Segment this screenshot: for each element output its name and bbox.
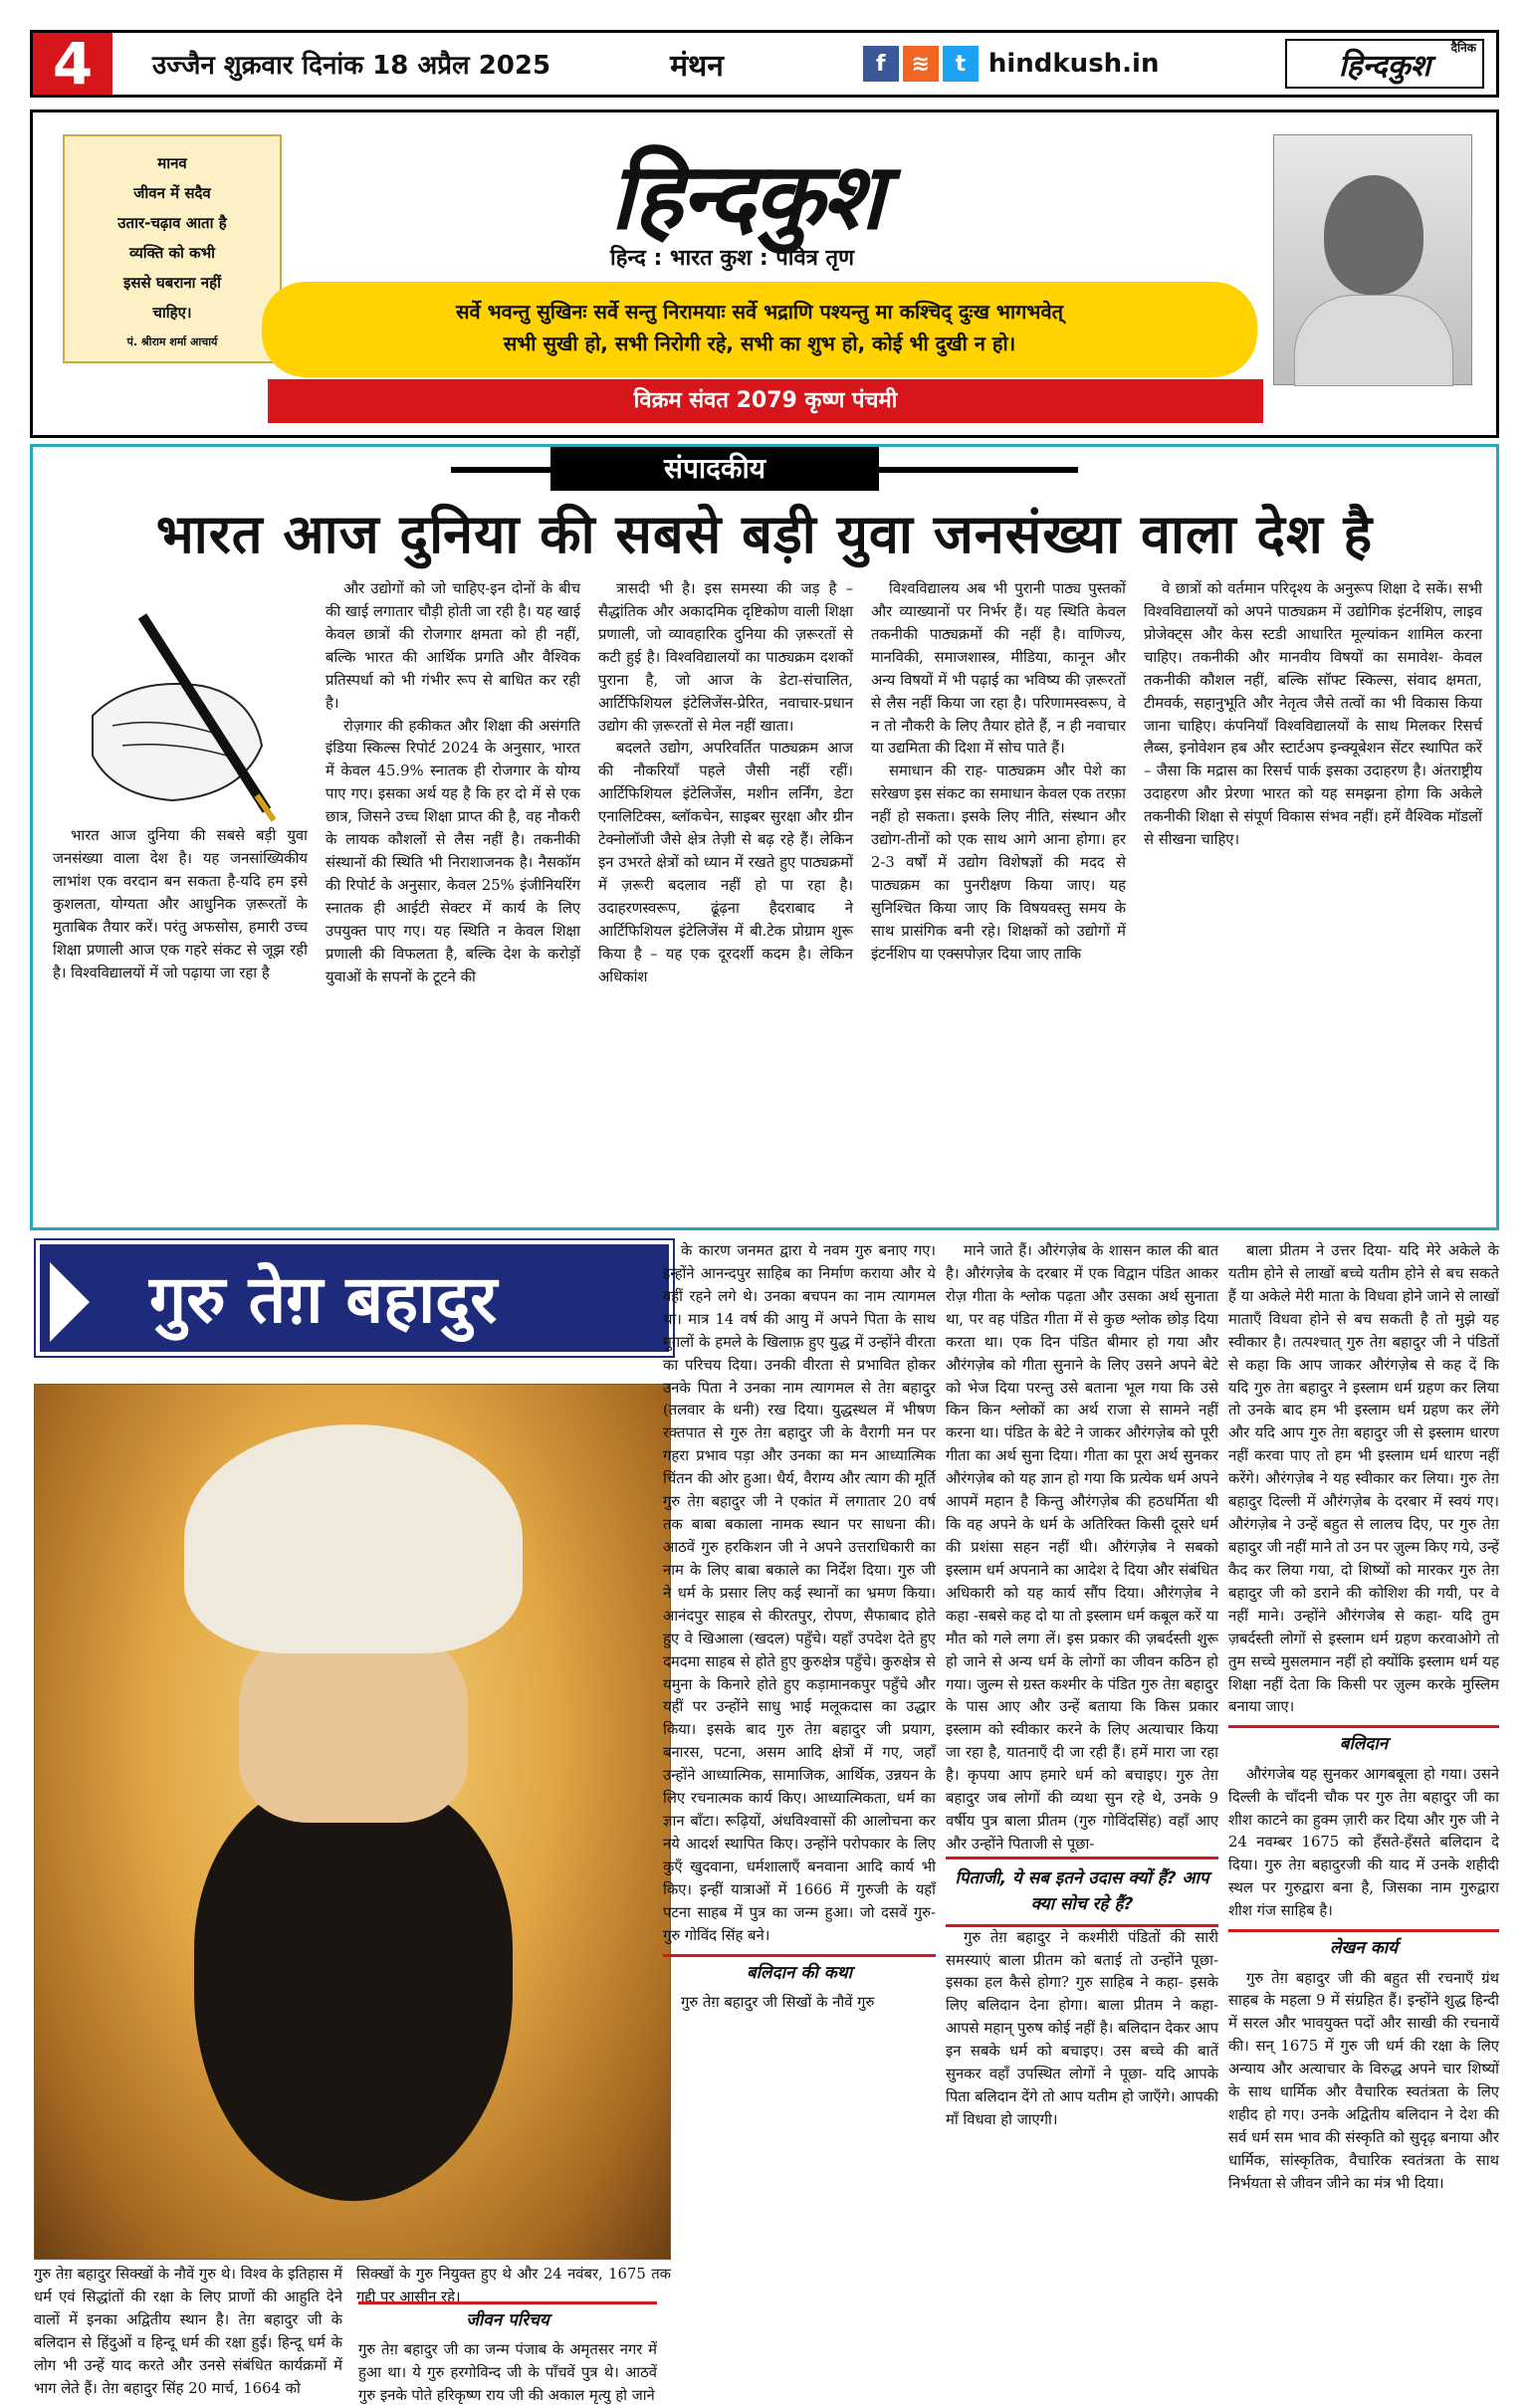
mantra-sanskrit: सर्वे भवन्तु सुखिनः सर्वे सन्तु निरामयाः सर्वे भद्राणि पश्यन्तु मा कश्चिद् दुःख भागभवेत् <box>455 300 1064 324</box>
mantra-hindi: सभी सुखी हो, सभी निरोगी रहे, सभी का शुभ हो, कोई भी दुखी न हो। <box>503 331 1016 355</box>
mini-logo-text: हिन्दकुश <box>1338 48 1431 84</box>
editorial-col-3 <box>598 578 853 1223</box>
paragraph: औरंगजेब यह सुनकर आगबबूला हो गया। उसने दिल्ली के चाँदनी चौक पर गुरु तेग़ बहादुर जी का शीश काटने का हुक्म ज़ारी कर दिया और गुरु जी ने 24 नवम्बर 1675 को हँसते-हँसते बलिदान दे दिया। गुरु तेग़ बहादुरजी की याद में उनके शहीदी स्थल पर गुरुद्वारा बना है, जिसका नाम गुरुद्वारा शीश गंज साहिब है। <box>1228 1765 1499 1920</box>
twitter-icon[interactable]: t <box>943 46 979 82</box>
feature-banner <box>36 1240 673 1356</box>
portrait-turban <box>184 1424 523 1653</box>
newspaper-logo: हिन्दकुश <box>610 143 883 250</box>
pull-quote: पिताजी, ये सब इतने उदास क्यों हैं? आप क्या सोच रहे हैं? <box>955 1867 1209 1915</box>
paragraph: समाधान की राह- पाठ्यक्रम और पेशे का सरेखण इस संकट का समाधान केवल एक तरफ़ा नहीं हो सकता। इसके लिए नीति, संस्थान और उद्योग-तीनों को एक साथ आगे आना होगा। हर 2-3 वर्षों में उद्योग विशेषज्ञों की मदद से पाठ्यक्रम का पुनरीक्षण किया जाए। यह सुनिश्चित किया जाए कि विषयवस्तु समय के साथ प्रासंगिक बनी रहे। शिक्षकों को उद्योगों में इंटर्नशिप या एक्सपोज़र दिया जाए ताकि <box>871 763 1126 963</box>
guru-feature <box>30 1234 1499 2405</box>
founder-portrait <box>1273 134 1472 385</box>
paragraph: त्रासदी भी है। इस समस्या की जड़ है – सैद्धांतिक और अकादमिक दृष्टिकोण वाली शिक्षा प्रणाली, जो व्यावहारिक दुनिया की ज़रूरतों से कटी हुई है। विश्वविद्यालयों का पाठ्यक्रम दशकों पुराना है, जो आज के डेटा-संचालित, आर्टिफिशियल इंटेलिजेंस-प्रेरित, नवाचार-प्रधान उद्योग की ज़रूरतों से मेल नहीं खाता। <box>598 580 853 735</box>
paragraph: गुरु तेग़ बहादुर जी सिखों के नौवें गुरु <box>681 1993 875 2011</box>
mini-logo <box>1285 39 1484 89</box>
portrait-head <box>1324 175 1423 295</box>
portrait-face <box>239 1624 468 1823</box>
paragraph: गुरु तेग़ बहादुर सिक्खों के नौवें गुरु थे। विश्व के इतिहास में धर्म एवं सिद्धांतों की रक्षा के लिए प्राणों की आहुति देने वालों में इनका अद्वितीय स्थान है। तेग़ बहादुर जी के बलिदान से हिंदुओं व हिन्दू धर्म की रक्षा हुई। हिन्दू धर्म के लोग भी उन्हें याद करते और उनसे संबंधित कार्यक्रमों में भाग लेते हैं। तेग़ बहादुर सिंह 20 मार्च, 1664 को <box>34 2266 342 2397</box>
paragraph: भारत आज दुनिया की सबसे बड़ी युवा जनसंख्या वाला देश है। यह जनसांख्यिकीय लाभांश एक वरदान बन सकता है-यदि हम इसे कुशलता, योग्यता और आधुनिक ज़रूरतों के मुताबिक तैयार करें। परंतु अफसोस, हमारी उच्च शिक्षा प्रणाली आज एक गहरे संकट से जूझ रही है। विश्वविद्यालयों में जो पढ़ाया जा रहा है <box>53 827 308 982</box>
paragraph: माने जाते हैं। औरंगज़ेब के शासन काल की बात है। औरंगज़ेब के दरबार में एक विद्वान पंडित आकर रोज़ गीता के श्लोक पढ़ता और उसका अर्थ सुनाता था, पर वह पंडित गीता में से कुछ श्लोक छोड़ दिया करता था। एक दिन पंडित बीमार हो गया और औरंगज़ेब को गीता सुनाने के लिए उसने अपने बेटे को भेज दिया परन्तु उसे बताना भूल गया कि उसे किन किन श्लोकों का अर्थ राजा से सामने नहीं करना था। पंडित के बेटे ने जाकर औरंगज़ेब को पूरी गीता का अर्थ सुना दिया। गीता का पूरा अर्थ सुनकर औरंगज़ेब को यह ज्ञान हो गया कि प्रत्येक धर्म अपने आपमें महान है किन्तु औरंगज़ेब की हठधर्मिता थी कि वह अपने के धर्म के अतिरिक्त किसी दूसरे धर्म की प्रशंसा सहन नहीं थी। औरंगज़ेब ने सबको इस्लाम धर्म अपनाने का आदेश दे दिया और संबंधित अधिकारी को यह कार्य सौंप दिया। औरंगज़ेब ने कहा -सबसे कह दो या तो इस्लाम धर्म कबूल करें या मौत को गले लगा लें। इस प्रकार की ज़बर्दस्ती शुरू हो जाने से अन्य धर्म के लोगों का जीवन कठिन हो गया। जुल्म से ग्रस्त कश्मीर के पंडित गुरु तेग़ बहादुर के पास आए और उन्हें बताया कि किस प्रकार इस्लाम को स्वीकार करने के लिए अत्याचार किया जा रहा है, यातनाएँ दी जा रही हैं। हमें मारा जा रहा है। कृपया आप हमारे धर्म को बचाइए। गुरु तेग़ बहादुर जब लोगों की व्यथा सुन रहे थे, उनके 9 वर्षीय पुत्र बाला प्रीतम (गुरु गोविंदसिंह) वहाँ आए और उन्होंने पिताजी से पूछा- <box>946 1242 1218 1853</box>
quote-box <box>63 134 282 363</box>
quote-line: उतार-चढ़ाव आता है <box>117 214 227 232</box>
paragraph: गुरु तेग़ बहादुर जी का जन्म पंजाब के अमृतसर नगर में हुआ था। ये गुरु हरगोविन्द जी के पाँचवें पुत्र थे। आठवें गुरु इनके पोते हरिकृष्ण राय जी की अकाल मृत्यु हो जाने <box>358 2341 657 2405</box>
section-name: मंथन <box>670 48 724 84</box>
social-links <box>863 46 979 82</box>
quote-line: मानव <box>157 154 187 172</box>
rss-icon[interactable]: ≋ <box>903 46 939 82</box>
paragraph: वे छात्रों को वर्तमान परिदृश्य के अनुरूप शिक्षा दे सकें। सभी विश्वविद्यालयों को अपने पाठ्यक्रम में उद्योगिक इंटर्नशिप, लाइव प्रोजेक्ट्स और केस स्टडी आधारित मूल्यांकन शामिल करना चाहिए। तकनीकी और मानवीय विषयों का समावेश- केवल तकनीकी कौशल नहीं, बल्कि सॉफ्ट स्किल्स, संवाद क्षमता, टीमवर्क, सहानुभूति और नेतृत्व जैसे तत्वों का भी विकास किया जाना चाहिए। कंपनियाँ विश्वविद्यालयों के साथ मिलकर रिसर्च लैब्स, इनोवेशन हब और स्टार्टअप इन्क्यूबेशन सेंटर स्थापित करें – जैसा कि मद्रास का रिसर्च पार्क इसका उदाहरण है। अंतराष्ट्रीय उदाहरण और प्रेरणा भारत को यह समझना होगा कि अकेले तकनीकी शिक्षा से संपूर्ण विकास संभव नहीं। हमें वैश्विक मॉडलों से सीखना चाहिए। <box>1144 580 1482 849</box>
quote-line: चाहिए। <box>152 304 192 322</box>
editorial-col-1 <box>53 825 308 1223</box>
feature-intro <box>34 2264 342 2397</box>
paragraph: विश्वविद्यालय अब भी पुरानी पाठ्य पुस्तकों और व्याख्यानों पर निर्भर हैं। यह स्थिति केवल तकनीकी पाठ्यक्रमों की नहीं है। वाणिज्य, मानविकी, समाजशास्त्र, मीडिया, कानून और अन्य विषयों में भी पढ़ाई का भविष्य की ज़रूरतों से लैस नहीं किया जा रहा है। परिणामस्वरूप, वे न तो नौकरी के लिए तैयार होते हैं, न ही नवाचार या उद्यमिता की दिशा में सोच पाते हैं। <box>871 580 1126 758</box>
guru-portrait-image <box>34 1384 671 2260</box>
portrait-body <box>1294 295 1453 386</box>
feature-title: गुरु तेग़ बहादुर <box>149 1261 498 1338</box>
feature-col-2 <box>946 1240 1218 2335</box>
site-url[interactable]: hindkush.in <box>987 49 1160 79</box>
facebook-icon[interactable]: f <box>863 46 899 82</box>
paragraph: बाला प्रीतम ने उत्तर दिया- यदि मेरे अकेले के यतीम होने से लाखों बच्चे यतीम होने से बच सकते हैं या अकेले मेरी माता के विधवा होने जाने से लाखों माताएँ विधवा होने से बच सकती है तो मुझे यह स्वीकार है। तत्पश्चात् गुरु तेग़ बहादुर जी ने पंडितों से कहा कि आप जाकर औरंगज़ेब से कह दें कि यदि गुरु तेग़ बहादुर ने इस्लाम धर्म ग्रहण कर लिया तो उनके बाद हम भी इस्लाम धर्म ग्रहण कर लेंगे और यदि आप गुरु तेग़ बहादुर जी से इस्लाम धारण नहीं करवा पाए तो हम भी इस्लाम धर्म धारण नहीं करेंगे। औरंगज़ेब ने यह स्वीकार कर लिया। गुरु तेग़ बहादुर दिल्ली में औरंगज़ेब के दरबार में स्वयं गए। औरंगज़ेब ने उन्हें बहुत से लालच दिए, पर गुरु तेग़ बहादुर जी नहीं माने तो उन पर ज़ुल्म किए गये, उन्हें कैद कर लिया गया, दो शिष्यों को मारकर गुरु तेग़ बहादुर जी को डराने की कोशिश की गयी, पर वे नहीं माने। उन्होंने औरंगजेब से कहा- यदि तुम ज़बर्दस्ती लोगों से इस्लाम धर्म ग्रहण करवाओगे तो तुम सच्चे मुसलमान नहीं हो क्योंकि इस्लाम धर्म यह शिक्षा नहीं देता कि किसी पर ज़ुल्म करके मुस्लिम बनाया जाए। <box>1228 1242 1499 1716</box>
mini-logo-tag: दैनिक <box>1450 41 1476 55</box>
paragraph: और उद्योगों को जो चाहिए-इन दोनों के बीच की खाई लगातार चौड़ी होती जा रही है। यह खाई केवल छात्रों की रोजगार क्षमता को ही नहीं, बल्कि भारत की आर्थिक प्रगति और वैश्विक प्रतिस्पर्धा को भी गंभीर रूप से बाधित कर रही है। <box>326 580 580 712</box>
editorial-col-2 <box>326 578 580 1223</box>
subhead-lekhan: लेखन कार्य <box>1228 1929 1499 1961</box>
samvat-bar: विक्रम संवत 2079 कृष्ण पंचमी <box>268 379 1263 423</box>
paragraph: रोज़गार की हकीकत और शिक्षा की असंगति इंडिया स्किल्स रिपोर्ट 2024 के अनुसार, भारत में केवल 45.9% स्नातक ही रोजगार के योग्य पाए गए। इसका अर्थ यह है कि हर दो में से एक छात्र, जिसने उच्च शिक्षा प्राप्त की है, वह नौकरी के लायक कौशलों से लैस नहीं है। तकनीकी संस्थानों की स्थिति भी निराशाजनक है। नैसकॉम की रिपोर्ट के अनुसार, केवल 25% इंजीनियरिंग स्नातक ही आईटी सेक्टर में कार्य के लिए उपयुक्त पाए गए। यह स्थिति न केवल शिक्षा प्रणाली की विफलता है, बल्कि देश के करोड़ों युवाओं के सपनों के टूटने की <box>326 717 580 985</box>
subhead-balidan-katha: बलिदान की कथा <box>663 1954 936 1986</box>
editorial-section <box>30 444 1499 1230</box>
editorial-label-wrap <box>33 447 1496 491</box>
editorial-label: संपादकीय <box>550 447 879 491</box>
subhead-jeevan: जीवन परिचय <box>358 2301 657 2333</box>
paragraph: गुरु तेग़ बहादुर जी की बहुत सी रचनाएँ ग्रंथ साहब के महला 9 में संग्रहित हैं। इन्होंने शुद्ध हिन्दी में सरल और भावयुक्त पदों और साखी की रचनायें की। सन् 1675 में गुरु जी धर्म की रक्षा के लिए अन्याय और अत्याचार के विरुद्ध अपने चार शिष्यों के साथ धार्मिक और वैचारिक स्वतंत्रता के लिए शहीद हो गए। उनके अद्वितीय बलिदान ने देश की सर्व धर्म सम भाव की संस्कृति को सुदृढ़ बनाया और धार्मिक, सांस्कृतिक, वैचारिक स्वतंत्रता के साथ निर्भयता से जीवन जीने का मंत्र भी दिया। <box>1228 1969 1499 2192</box>
arrow-icon <box>50 1262 90 1342</box>
editorial-headline: भारत आज दुनिया की सबसे बड़ी युवा जनसंख्या वाला देश है <box>155 503 1374 565</box>
editorial-col-4 <box>871 578 1126 1223</box>
paragraph: सिक्खों के गुरु नियुक्त हुए थे और 24 नवंबर, 1675 तक गद्दी पर आसीन रहे। <box>356 2266 671 2305</box>
jeevan-block <box>358 2296 657 2405</box>
feature-col-3 <box>1228 1240 1499 2335</box>
paragraph: बदलते उद्योग, अपरिवर्तित पाठ्यक्रम आज की नौकरियाँ पहले जैसी नहीं रहीं। आर्टिफिशियल इंटेलिजेंस, मशीन लर्निंग, डेटा एनालिटिक्स, ब्लॉकचेन, साइबर सुरक्षा और ग्रीन टेक्नोलॉजी जैसे क्षेत्र तेज़ी से बढ़ रहे हैं। लेकिन इन उभरते क्षेत्रों को ध्यान में रखते हुए पाठ्यक्रमों में ज़रूरी बदलाव नहीं हो पा रहा है। उदाहरणस्वरूप, ढूंढ़ना हैदराबाद ने आर्टिफिशियल इंटेलिजेंस में बी.टेक प्रोग्राम शुरू किया है – यह एक दूरदर्शी कदम है। लेकिन अधिकांश <box>598 740 853 985</box>
paragraph: गुरु तेग़ बहादुर ने कश्मीरी पंडितों की सारी समस्याएं बाला प्रीतम को बताई तो उन्होंने पूछा- इसका हल कैसे होगा? गुरु साहिब ने कहा- इसके लिए बलिदान देना होगा। बाला प्रीतम ने कहा- आपसे महान् पुरुष कोई नहीं है। बलिदान देकर आप इन सबके धर्म को बचाइए। उस बच्चे की बातें सुनकर वहाँ उपस्थित लोगों ने पूछा- यदि आपके पिता बलिदान देंगे तो आप यतीम हो जाएँगे। आपकी माँ विधवा हो जाएगी। <box>946 1928 1218 2128</box>
quote-line: इससे घबराना नहीं <box>123 274 221 292</box>
quote-line: जीवन में सदैव <box>133 184 211 202</box>
page-number: 4 <box>33 33 112 95</box>
paragraph: के कारण जनमत द्वारा ये नवम गुरु बनाए गए। इन्होंने आनन्दपुर साहिब का निर्माण कराया और ये वहीं रहने लगे थे। उनका बचपन का नाम त्यागमल था। मात्र 14 वर्ष की आयु में अपने पिता के साथ मुग़लों के हमले के खिलाफ़ हुए युद्ध में उन्होंने वीरता का परिचय दिया। उनकी वीरता से प्रभावित होकर उनके पिता ने उनका नाम त्यागमल से तेग़ बहादुर (तलवार के धनी) रख दिया। युद्धस्थल में भीषण रक्तपात से गुरु तेग़ बहादुर जी के वैरागी मन पर गहरा प्रभाव पड़ा और उनका का मन आध्यात्मिक चिंतन की ओर हुआ। धैर्य, वैराग्य और त्याग की मूर्ति गुरु तेग़ बहादुर जी ने एकांत में लगातार 20 वर्ष तक बाबा बकाला नामक स्थान पर साधना की। आठवें गुरु हरकिशन जी ने अपने उत्तराधिकारी का नाम के लिए बाबा बकाले का निर्देश दिया। गुरु जी ने धर्म के प्रसार लिए कई स्थानों का भ्रमण किया। आनंदपुर साहब से कीरतपुर, रोपण, सैफाबाद होते हुए वे खिआला (खदल) पहुँचे। यहाँ उपदेश देते हुए दमदमा साहब से होते हुए कुरुक्षेत्र पहुँचे। कुरुक्षेत्र से यमुना के किनारे होते हुए कड़ामानकपुर पहुँचे और यहीं पर उन्होंने साधु भाई मलूकदास का उद्धार किया। इसके बाद गुरु तेग़ बहादुर जी प्रयाग, बनारस, पटना, असम आदि क्षेत्रों में गए, जहाँ उन्होंने आध्यात्मिक, सामाजिक, आर्थिक, उन्नयन के लिए रचनात्मक कार्य किए। आध्यात्मिकता, धर्म का ज्ञान बाँटा। रूढ़ियों, अंधविश्वासों की आलोचना कर नये आदर्श स्थापित किए। उन्होंने परोपकार के लिए कुएँ खुदवाना, धर्मशालाएँ बनवाना आदि कार्य भी किए। इन्हीं यात्राओं में 1666 में गुरुजी के यहाँ पटना साहब में पुत्र का जन्म हुआ। जो दसवें गुरु- गुरु गोविंद सिंह बने। <box>663 1242 936 1944</box>
mantra-banner <box>262 282 1257 377</box>
quote-line: व्यक्ति को कभी <box>128 244 216 262</box>
dateline: उज्जैन शुक्रवार दिनांक 18 अप्रैल 2025 <box>152 51 551 81</box>
editorial-col-5 <box>1144 578 1482 1223</box>
subhead-balidan: बलिदान <box>1228 1725 1499 1757</box>
feature-col-1 <box>663 1240 936 2335</box>
portrait-beard <box>194 1783 513 2201</box>
quote-author: पं. श्रीराम शर्मा आचार्य <box>126 335 218 348</box>
logo-subtitle: हिन्द : भारत कुश : पवित्र तृण <box>610 246 854 271</box>
pen-illustration <box>53 596 302 815</box>
masthead <box>30 109 1499 438</box>
page-header-strip <box>30 30 1499 98</box>
